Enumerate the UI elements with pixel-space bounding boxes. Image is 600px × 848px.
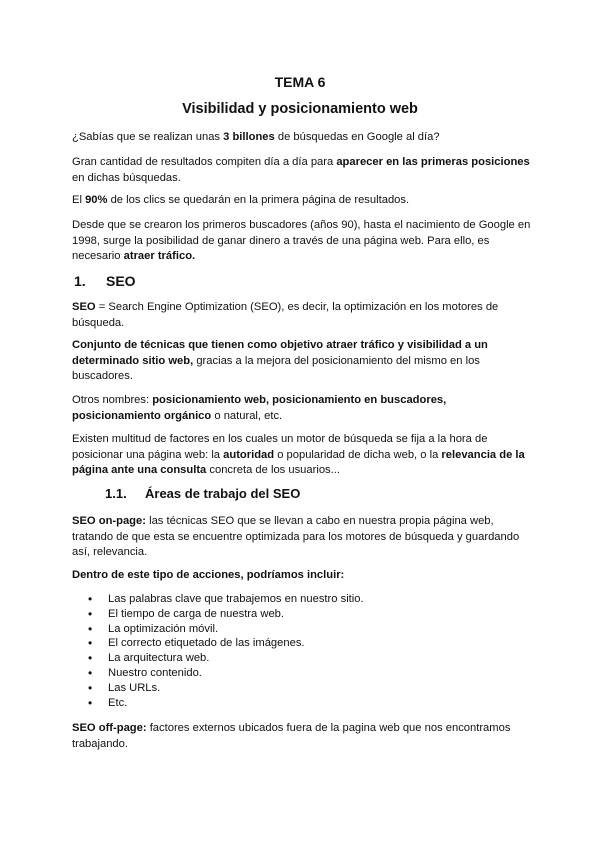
intro-paragraph-1: ¿Sabías que se realizan unas 3 billones de búsquedas en Google al día? (72, 131, 440, 143)
seo-off-page-paragraph: SEO off-page: factores externos ubicados fuera de la pagina web que nos encontramos trabajando. (72, 722, 511, 750)
seo-actions-list (88, 592, 364, 710)
intro-paragraph-2: Gran cantidad de resultados compiten día a día para aparecer en las primeras posiciones en dichas búsquedas. (72, 156, 530, 184)
seo-factors-paragraph: Existen multitud de factores en los cuales un motor de búsqueda se fija a la hora de posicionar una página web: la autoridad o popularidad de dicha web, o la relevancia de la página ante una consulta concreta de los usuarios... (72, 433, 525, 476)
intro-paragraph-4: Desde que se crearon los primeros buscadores (años 90), hasta el nacimiento de Google en 1998, surge la posibilidad de ganar dinero a través de una página web. Para ello, es necesario atraer tráfico. (72, 219, 531, 262)
list-item: • El correcto etiquetado de las imágenes. (88, 636, 364, 651)
list-item: • El tiempo de carga de nuestra web. (88, 607, 364, 622)
list-item: • Nuestro contenido. (88, 666, 364, 681)
section-heading-seo: 1. SEO (74, 273, 136, 289)
list-item: • La optimización móvil. (88, 622, 364, 637)
seo-definition-paragraph: SEO = Search Engine Optimization (SEO), es decir, la optimización en los motores de búsqueda. (72, 301, 499, 329)
intro-paragraph-3: El 90% de los clics se quedarán en la primera página de resultados. (72, 194, 410, 206)
list-item: • Etc. (88, 696, 364, 711)
seo-other-names-paragraph: Otros nombres: posicionamiento web, posicionamiento en buscadores, posicionamiento orgánico o natural, etc. (72, 394, 447, 422)
actions-list-intro: Dentro de este tipo de acciones, podríamos incluir: (72, 569, 345, 581)
page-title: TEMA 6 (274, 74, 326, 90)
seo-techniques-paragraph: Conjunto de técnicas que tienen como objetivo atraer tráfico y visibilidad a un determinado sitio web, gracias a la mejora del posicionamiento del mismo en los buscadores. (72, 339, 488, 382)
page-subtitle: Visibilidad y posicionamiento web (182, 101, 418, 117)
subsection-heading-areas: 1.1. Áreas de trabajo del SEO (105, 486, 301, 501)
list-item: • La arquitectura web. (88, 651, 364, 666)
seo-on-page-paragraph: SEO on-page: las técnicas SEO que se llevan a cabo en nuestra propia página web, tratando de que esta se encuentre optimizada para los motores de búsqueda y guardando así, relevancia. (72, 515, 520, 558)
list-item: • Las palabras clave que trabajemos en nuestro sitio. (88, 592, 364, 607)
list-item: • Las URLs. (88, 681, 364, 696)
